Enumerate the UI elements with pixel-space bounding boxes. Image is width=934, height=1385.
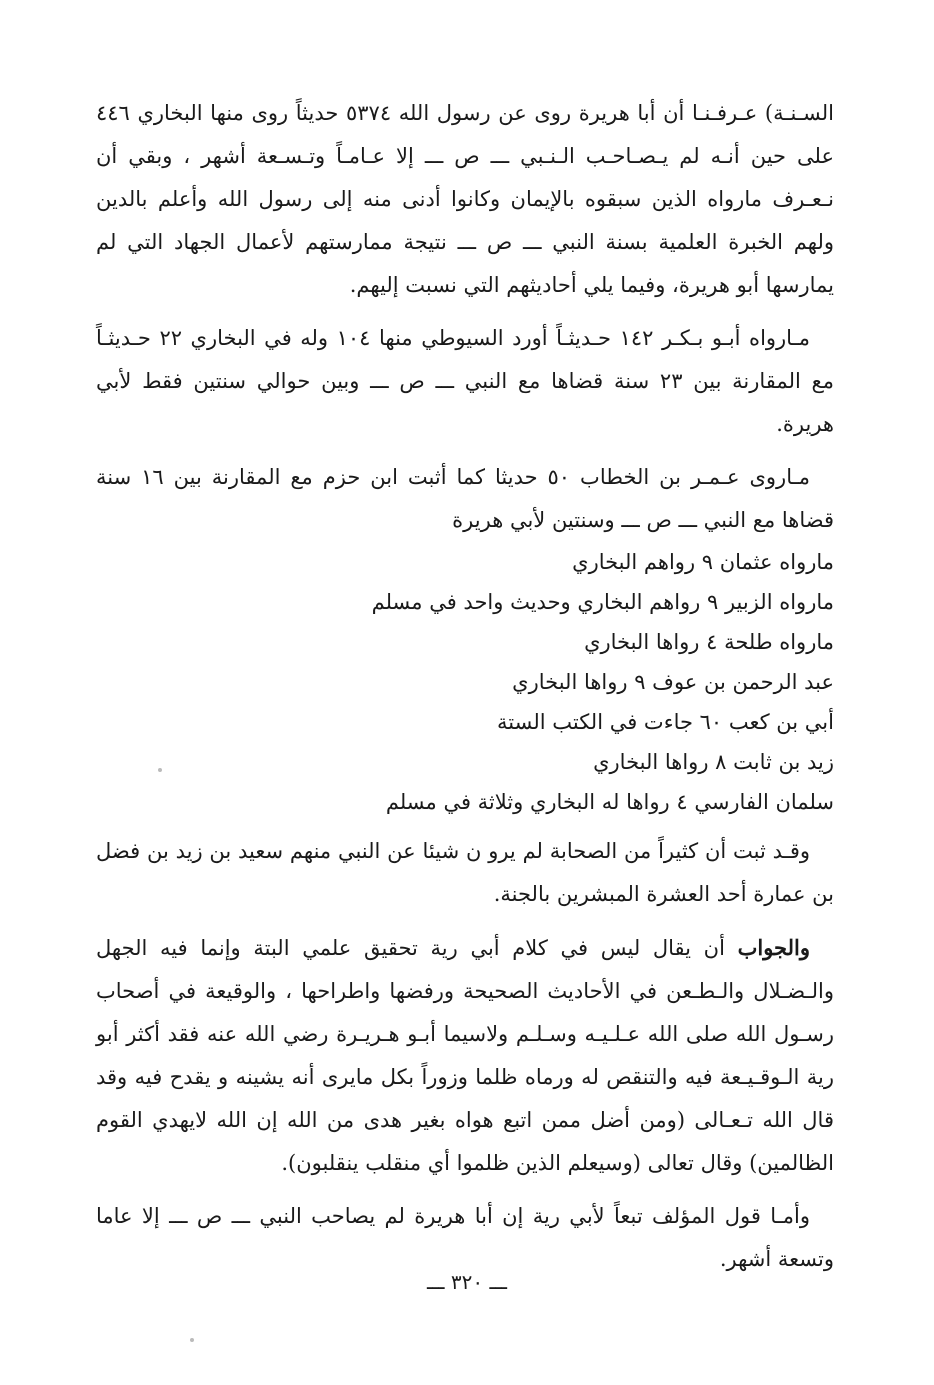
paragraph-companions: وقـد ثبت أن كثيراً من الصحابة لم يرو ن شيئا عن النبي منهم سعيد بن زيد بن فضل بن عمارة أحد العشرة المبشرين بالجنة.: [96, 839, 834, 906]
list-item-salman: سلمان الفارسي ٤ رواها له البخاري وثلاثة في مسلم: [385, 790, 834, 814]
list-item-ubay: أبي بن كعب ٦٠ جاءت في الكتب الستة: [497, 710, 834, 734]
scan-speck: [158, 768, 162, 772]
paragraph-umar: مـاروى عـمـر بن الخطاب ٥٠ حديثا كما أثبت ابن حزم مع المقارنة بين ١٦ سنة قضاها مع النبي ـــ ص ـــ وسنتين لأبي هريرة: [96, 465, 834, 532]
answer-lead: والجواب: [737, 935, 810, 960]
paragraph-abu-bakr: مـارواه أبـو بـكـر ١٤٢ حـديثـاً أورد السيوطي منها ١٠٤ وله في البخاري ٢٢ حـديثـاً مع المقارنة بين ٢٣ سنة قضاها مع النبي ـــ ص ـــ وبين حوالي سنتين فقط لأبي هريرة.: [96, 326, 834, 436]
page-body: [96, 92, 834, 1291]
answer-body: أن يقال ليس في كلام أبي رية تحقيق علمي البتة وإنما فيه الجهل والـضـلال والـطـعن في الأحاديث الصحيحة ورفضها واطراحها ، والوقيعة في أصحاب رسـول الله صلى الله عـلـيـه وسـلـم ولاسيما أبـو هـريـرة رضي الله عنه فقد أكثر أبو رية الـوقـيـعة فيه والتنقص له ورماه ظلما وزوراً بكل مايرى أنه يشينه و يقدح فيه وقد قال الله تـعـالى (ومن أضل ممن اتبع هواه بغير هدى من الله إن الله لايهدي القوم الظالمين) وقال تعالى (وسيعلم الذين ظلموا أي منقلب ينقلبون).: [96, 936, 834, 1175]
narrators-list: [96, 542, 834, 822]
list-item-abdulrahman: عبد الرحمن بن عوف ٩ رواها البخاري: [512, 670, 834, 694]
list-item-zubair: مارواه الزبير ٩ رواهم البخاري وحديث واحد في مسلم: [371, 590, 834, 614]
paragraph-closing: وأمـا قول المؤلف تبعاً لأبي رية إن أبا هريرة لم يصاحب النبي ـــ ص ـــ إلا عاما وتسعة أشهر.: [96, 1204, 834, 1271]
list-item-talha: مارواه طلحة ٤ رواها البخاري: [584, 630, 834, 654]
list-item-zaid: زيد بن ثابت ٨ رواها البخاري: [593, 750, 834, 774]
scan-speck: [190, 1338, 194, 1342]
paragraph-intro: السـنـة) عـرفـنـا أن أبا هريرة روى عن رسول الله ٥٣٧٤ حديثاً روى منها البخاري ٤٤٦ على حين أنـه لم يـصـاحـب الـنـبي ـــ ص ـــ إلا عـامـاً وتـسـعة أشهر ، وبقي أن نـعـرف مارواه الذين سبقوه بالإيمان وكانوا أدنى منه إلى رسول الله وأعلم بالدين ولهم الخبرة العلمية بسنة النبي ـــ ص ـــ نتيجة ممارستهم لأعمال الجهاد التي لم يمارسها أبو هريرة، وفيما يلي أحاديثهم التي نسبت إليهم.: [96, 101, 834, 297]
page-number: ـــ ٣٢٠ ـــ: [426, 1270, 508, 1294]
list-item-uthman: مارواه عثمان ٩ رواهم البخاري: [572, 550, 834, 574]
paragraph-answer: [96, 926, 834, 1185]
